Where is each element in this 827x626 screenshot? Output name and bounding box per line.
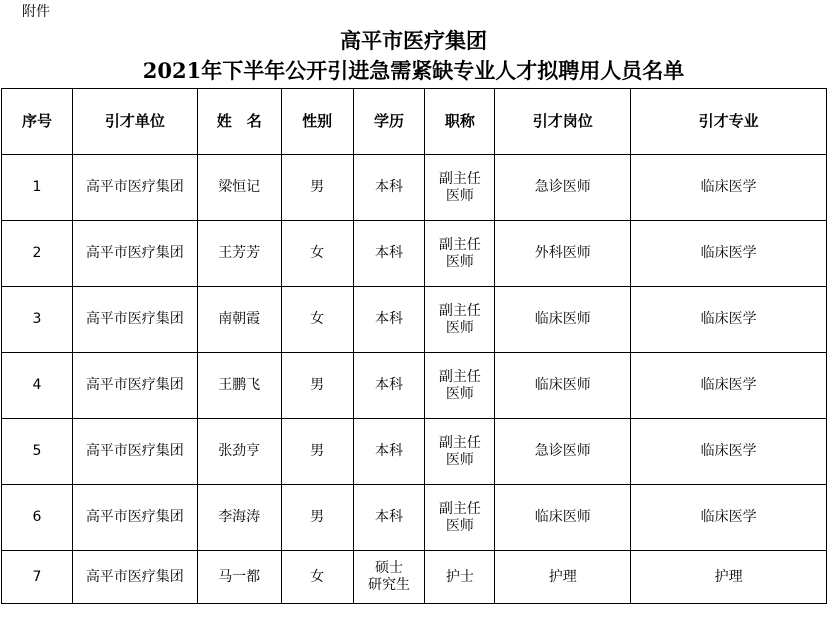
cell-education: 本科 <box>353 287 425 353</box>
cell-no: 3 <box>2 287 73 353</box>
cell-name: 王芳芳 <box>197 221 281 287</box>
cell-no: 4 <box>2 353 73 419</box>
table-header-row <box>2 89 827 155</box>
header-education: 学历 <box>353 89 425 155</box>
education-line: 研究生 <box>368 577 411 593</box>
header-title: 职称 <box>425 89 495 155</box>
cell-post: 临床医师 <box>495 353 631 419</box>
cell-education: 本科 <box>353 353 425 419</box>
cell-major: 护理 <box>631 551 827 604</box>
table-row <box>2 353 827 419</box>
cell-education: 本科 <box>353 155 425 221</box>
cell-education: 本科 <box>353 419 425 485</box>
title-line: 副主任 <box>438 368 481 385</box>
title-line: 医师 <box>445 187 474 204</box>
cell-post: 临床医师 <box>495 287 631 353</box>
table-row <box>2 155 827 221</box>
table-row <box>2 485 827 551</box>
table-row <box>2 419 827 485</box>
cell-title <box>425 287 495 353</box>
header-no: 序号 <box>2 89 73 155</box>
title-line: 副主任 <box>438 170 481 187</box>
cell-name: 梁恒记 <box>197 155 281 221</box>
table-row <box>2 287 827 353</box>
cell-gender: 男 <box>281 155 353 221</box>
cell-title: 护士 <box>425 551 495 604</box>
education-line: 硕士 <box>375 560 404 576</box>
title-line: 副主任 <box>438 236 481 253</box>
header-unit: 引才单位 <box>72 89 197 155</box>
cell-gender: 女 <box>281 287 353 353</box>
cell-education <box>353 551 425 604</box>
cell-gender: 男 <box>281 353 353 419</box>
cell-gender: 女 <box>281 551 353 604</box>
cell-unit: 高平市医疗集团 <box>72 551 197 604</box>
cell-name: 马一都 <box>197 551 281 604</box>
roster-table <box>1 88 827 604</box>
cell-unit: 高平市医疗集团 <box>72 485 197 551</box>
cell-no: 5 <box>2 419 73 485</box>
cell-name: 南朝霞 <box>197 287 281 353</box>
document-subtitle: 2021年下半年公开引进急需紧缺专业人才拟聘用人员名单 <box>142 58 685 83</box>
cell-name: 李海涛 <box>197 485 281 551</box>
cell-education: 本科 <box>353 221 425 287</box>
table-row <box>2 221 827 287</box>
header-gender: 性别 <box>281 89 353 155</box>
cell-major: 临床医学 <box>631 485 827 551</box>
cell-unit: 高平市医疗集团 <box>72 287 197 353</box>
cell-unit: 高平市医疗集团 <box>72 353 197 419</box>
cell-unit: 高平市医疗集团 <box>72 419 197 485</box>
cell-major: 临床医学 <box>631 155 827 221</box>
title-line: 医师 <box>445 385 474 402</box>
cell-gender: 女 <box>281 221 353 287</box>
title-line: 医师 <box>445 319 474 336</box>
cell-no: 7 <box>2 551 73 604</box>
cell-title <box>425 221 495 287</box>
cell-name: 张劲亨 <box>197 419 281 485</box>
document-title: 高平市医疗集团 <box>340 28 487 53</box>
cell-post: 临床医师 <box>495 485 631 551</box>
title-line: 副主任 <box>438 500 481 517</box>
title-line: 医师 <box>445 253 474 270</box>
cell-title <box>425 419 495 485</box>
cell-unit: 高平市医疗集团 <box>72 155 197 221</box>
cell-post: 急诊医师 <box>495 419 631 485</box>
cell-name: 王鹏飞 <box>197 353 281 419</box>
cell-no: 6 <box>2 485 73 551</box>
cell-major: 临床医学 <box>631 419 827 485</box>
cell-no: 1 <box>2 155 73 221</box>
title-line: 副主任 <box>438 302 481 319</box>
cell-title <box>425 485 495 551</box>
cell-post: 外科医师 <box>495 221 631 287</box>
table-row <box>2 551 827 604</box>
cell-education: 本科 <box>353 485 425 551</box>
title-line: 副主任 <box>438 434 481 451</box>
cell-post: 急诊医师 <box>495 155 631 221</box>
cell-gender: 男 <box>281 419 353 485</box>
cell-title <box>425 155 495 221</box>
cell-unit: 高平市医疗集团 <box>72 221 197 287</box>
header-major: 引才专业 <box>631 89 827 155</box>
title-line: 医师 <box>445 517 474 534</box>
cell-post: 护理 <box>495 551 631 604</box>
cell-major: 临床医学 <box>631 287 827 353</box>
title-line: 医师 <box>445 451 474 468</box>
header-name: 姓 名 <box>197 89 281 155</box>
cell-major: 临床医学 <box>631 353 827 419</box>
cell-major: 临床医学 <box>631 221 827 287</box>
header-post: 引才岗位 <box>495 89 631 155</box>
cell-no: 2 <box>2 221 73 287</box>
cell-gender: 男 <box>281 485 353 551</box>
cell-title <box>425 353 495 419</box>
attachment-label: 附件 <box>22 4 50 20</box>
